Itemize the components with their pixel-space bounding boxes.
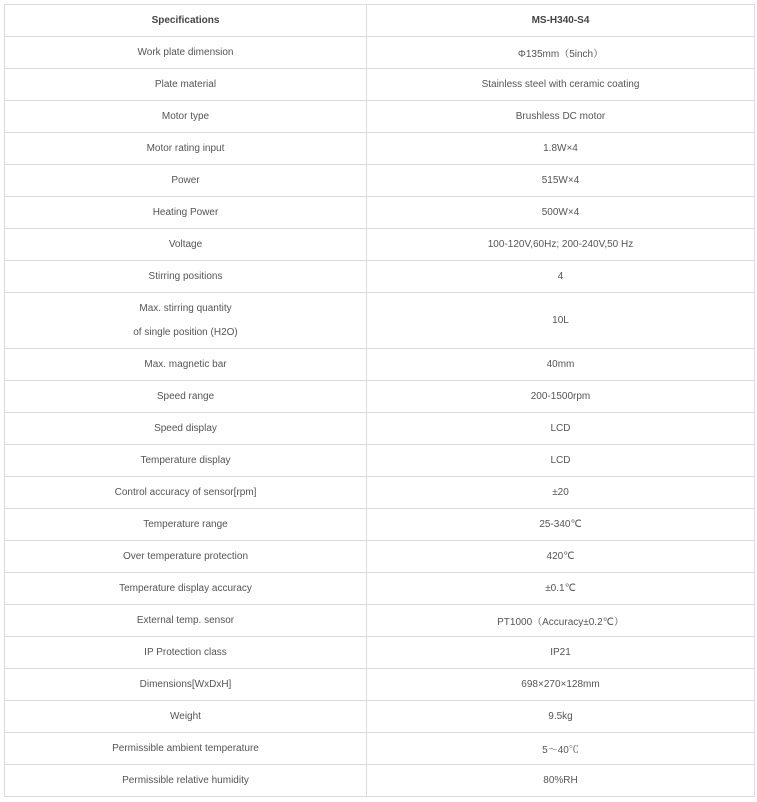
table-row xyxy=(5,541,755,573)
table-row xyxy=(5,229,755,261)
spec-value: ±20 xyxy=(367,477,755,509)
table-row xyxy=(5,261,755,293)
header-specifications: Specifications xyxy=(5,5,367,37)
spec-label: Motor rating input xyxy=(5,133,367,165)
spec-label: Max. magnetic bar xyxy=(5,349,367,381)
table-row xyxy=(5,637,755,669)
spec-label: Power xyxy=(5,165,367,197)
spec-value: Stainless steel with ceramic coating xyxy=(367,69,755,101)
spec-value: 10L xyxy=(367,293,755,349)
table-row xyxy=(5,381,755,413)
spec-label: Control accuracy of sensor[rpm] xyxy=(5,477,367,509)
spec-value: PT1000（Accuracy±0.2℃） xyxy=(367,605,755,637)
spec-value: LCD xyxy=(367,445,755,477)
table-row xyxy=(5,477,755,509)
table-row xyxy=(5,509,755,541)
spec-value: 80%RH xyxy=(367,765,755,797)
table-row xyxy=(5,293,755,349)
spec-label: External temp. sensor xyxy=(5,605,367,637)
spec-value: 40mm xyxy=(367,349,755,381)
spec-label: IP Protection class xyxy=(5,637,367,669)
spec-label: Temperature display accuracy xyxy=(5,573,367,605)
spec-value: 500W×4 xyxy=(367,197,755,229)
spec-label-line-2: of single position (H2O) xyxy=(133,326,238,338)
spec-label: Temperature range xyxy=(5,509,367,541)
table-row xyxy=(5,37,755,69)
spec-label: Weight xyxy=(5,701,367,733)
specifications-table xyxy=(4,4,755,797)
spec-label: Heating Power xyxy=(5,197,367,229)
spec-label: Temperature display xyxy=(5,445,367,477)
spec-label: Plate material xyxy=(5,69,367,101)
table-row xyxy=(5,349,755,381)
spec-label: Motor type xyxy=(5,101,367,133)
spec-value: 5～40℃ xyxy=(367,733,755,765)
table-row xyxy=(5,197,755,229)
spec-value: 25-340℃ xyxy=(367,509,755,541)
header-row xyxy=(5,5,755,37)
spec-value: 515W×4 xyxy=(367,165,755,197)
spec-value: 1.8W×4 xyxy=(367,133,755,165)
spec-value: Brushless DC motor xyxy=(367,101,755,133)
spec-label: Stirring positions xyxy=(5,261,367,293)
table-row xyxy=(5,133,755,165)
spec-value: Φ135mm（5inch） xyxy=(367,37,755,69)
table-row xyxy=(5,669,755,701)
table-row xyxy=(5,165,755,197)
spec-label: Speed range xyxy=(5,381,367,413)
table-row xyxy=(5,605,755,637)
spec-value: ±0.1℃ xyxy=(367,573,755,605)
table-row xyxy=(5,413,755,445)
header-model: MS-H340-S4 xyxy=(367,5,755,37)
spec-value: 9.5kg xyxy=(367,701,755,733)
table-row xyxy=(5,733,755,765)
spec-value: 4 xyxy=(367,261,755,293)
table-row xyxy=(5,69,755,101)
table-row xyxy=(5,101,755,133)
spec-value: LCD xyxy=(367,413,755,445)
spec-value: 420℃ xyxy=(367,541,755,573)
spec-value: 698×270×128mm xyxy=(367,669,755,701)
spec-label xyxy=(5,293,367,349)
spec-value: 100-120V,60Hz; 200-240V,50 Hz xyxy=(367,229,755,261)
spec-label-line-1: Max. stirring quantity xyxy=(139,302,232,314)
spec-value: 200-1500rpm xyxy=(367,381,755,413)
spec-label: Dimensions[WxDxH] xyxy=(5,669,367,701)
table-row xyxy=(5,701,755,733)
spec-label: Over temperature protection xyxy=(5,541,367,573)
spec-label: Speed display xyxy=(5,413,367,445)
spec-label: Voltage xyxy=(5,229,367,261)
spec-label: Permissible ambient temperature xyxy=(5,733,367,765)
table-row xyxy=(5,765,755,797)
spec-label: Permissible relative humidity xyxy=(5,765,367,797)
table-row xyxy=(5,573,755,605)
spec-value: IP21 xyxy=(367,637,755,669)
table-row xyxy=(5,445,755,477)
spec-label: Work plate dimension xyxy=(5,37,367,69)
